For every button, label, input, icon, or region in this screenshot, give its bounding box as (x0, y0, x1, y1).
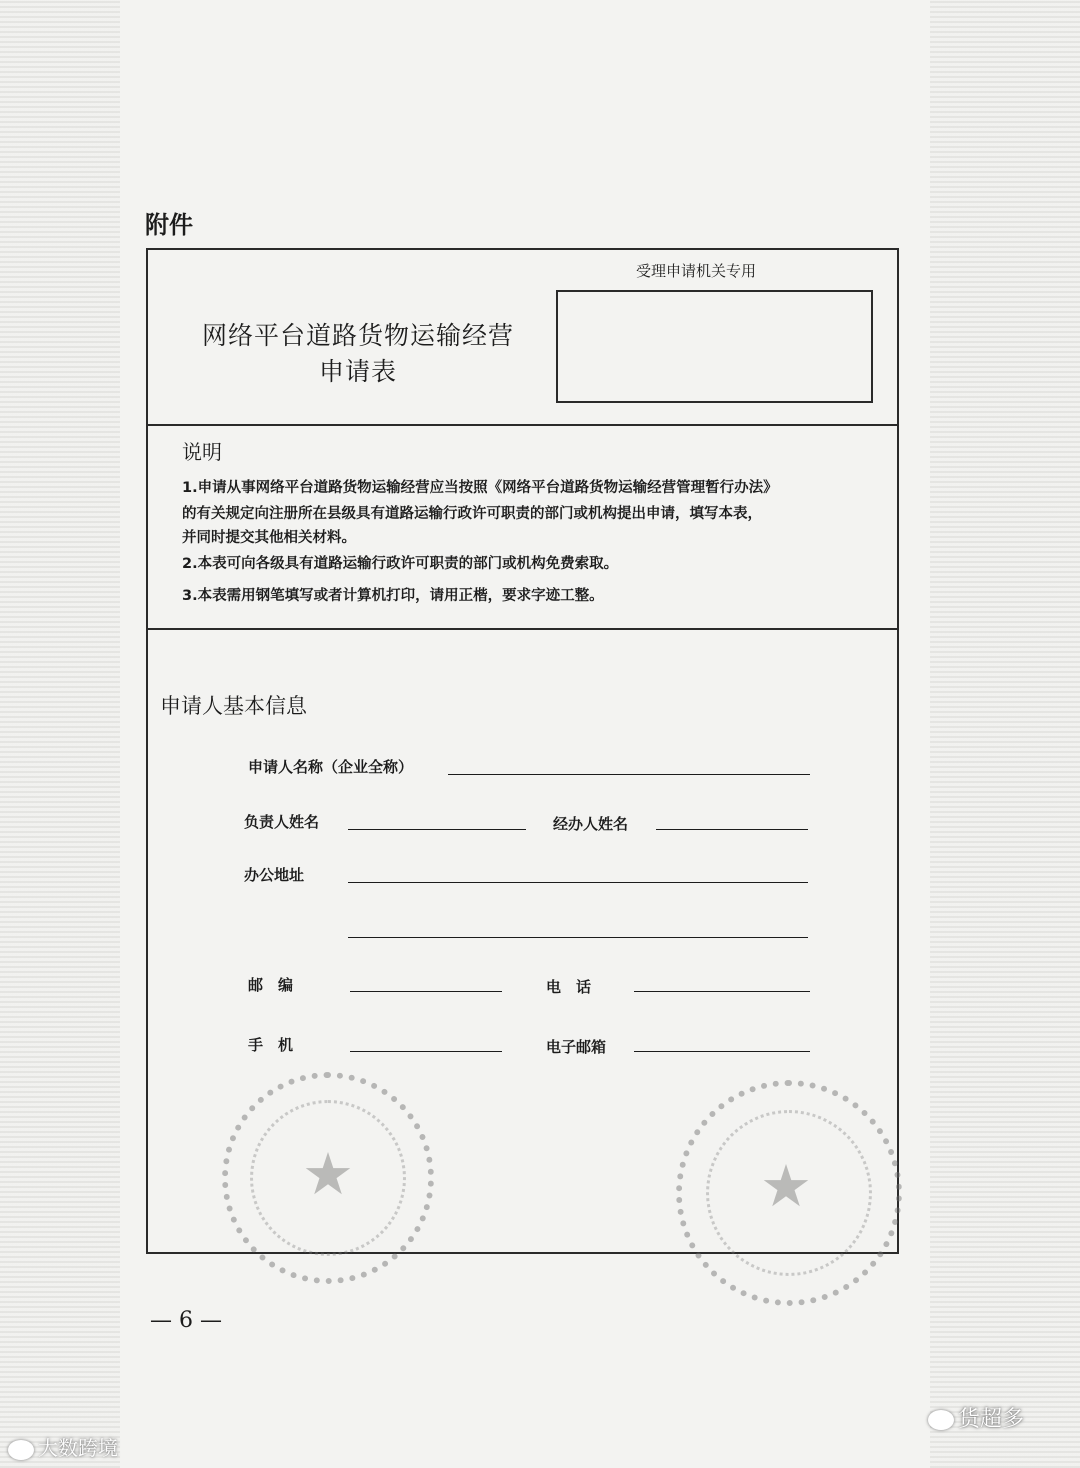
phone-field[interactable] (634, 991, 810, 992)
watermark-right (928, 1402, 1024, 1433)
email-label: 电子邮箱 (546, 1038, 607, 1056)
seal-star-icon: ★ (302, 1140, 354, 1208)
email-field[interactable] (634, 1051, 810, 1052)
page-number: — 6 — (150, 1308, 222, 1333)
scan-noise-left (0, 0, 120, 1468)
notes-heading: 说明 (182, 440, 222, 464)
handler-name-field[interactable] (656, 829, 808, 830)
watermark-left-text: 大数跨境 (38, 1436, 118, 1460)
applicant-info-heading: 申请人基本信息 (160, 694, 307, 718)
attachment-label: 附件 (145, 211, 193, 239)
form-title-line1: 网络平台道路货物运输经营 (201, 321, 514, 350)
watermark-right-text: 货超多 (958, 1407, 1025, 1432)
phone-label: 电 话 (546, 978, 592, 996)
note-item1-line2: 的有关规定向注册所在县级具有道路运输行政许可职责的部门或机构提出申请，填写本表， (182, 506, 762, 522)
office-use-label: 受理申请机关专用 (636, 262, 757, 280)
responsible-person-label: 负责人姓名 (244, 813, 320, 831)
form-title-line2: 申请表 (318, 357, 397, 386)
applicant-name-label: 申请人名称（企业全称） (248, 758, 414, 776)
note-item3: 3.本表需用钢笔填写或者计算机打印，请用正楷，要求字迹工整。 (182, 588, 604, 604)
section-divider (148, 628, 897, 630)
mobile-label: 手 机 (248, 1036, 294, 1054)
postcode-field[interactable] (350, 991, 502, 992)
seal-star-icon: ★ (760, 1152, 812, 1220)
office-address-label: 办公地址 (244, 866, 305, 884)
applicant-name-field[interactable] (448, 774, 810, 775)
watermark-left (8, 1432, 118, 1461)
watermark-logo-icon (8, 1440, 34, 1460)
section-divider (148, 424, 897, 426)
note-item2: 2.本表可向各级具有道路运输行政许可职责的部门或机构免费索取。 (182, 556, 619, 572)
mobile-field[interactable] (350, 1051, 502, 1052)
office-address-field[interactable] (348, 882, 808, 883)
office-address-field-line2[interactable] (348, 937, 808, 938)
office-use-box (556, 290, 873, 403)
responsible-person-field[interactable] (348, 829, 526, 830)
official-seal-right (676, 1080, 902, 1306)
note-item1-line3: 并同时提交其他相关材料。 (182, 530, 356, 546)
postcode-label: 邮 编 (248, 976, 294, 994)
note-item1-line1: 1.申请从事网络平台道路货物运输经营应当按照《网络平台道路货物运输经营管理暂行办法》 (182, 480, 778, 496)
official-seal-left (222, 1072, 434, 1284)
scan-noise-right (930, 0, 1080, 1468)
handler-name-label: 经办人姓名 (553, 815, 629, 833)
wechat-icon (928, 1410, 954, 1430)
